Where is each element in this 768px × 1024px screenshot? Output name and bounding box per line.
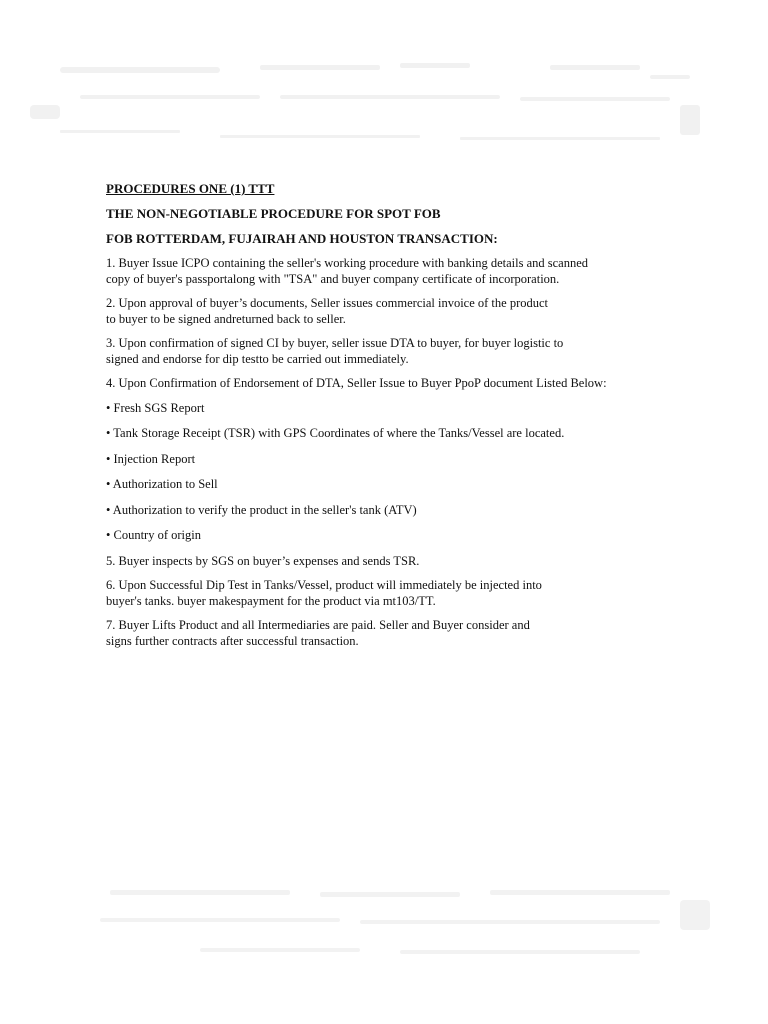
step-line: buyer's tanks. buyer makespayment for the product via mt103/TT. <box>106 593 436 608</box>
transaction-heading: FOB ROTTERDAM, FUJAIRAH AND HOUSTON TRANSACTION: <box>106 231 498 246</box>
step-line: 7. Buyer Lifts Product and all Intermediaries are paid. Seller and Buyer consider and <box>106 618 530 632</box>
bullet-item: • Country of origin <box>106 528 201 542</box>
step-line: 4. Upon Confirmation of Endorsement of DTA, Seller Issue to Buyer PpoP document Listed Below: <box>106 376 607 390</box>
step-line: 1. Buyer Issue ICPO containing the seller's working procedure with banking details and scanned <box>106 256 589 270</box>
step-line: signs further contracts after successful transaction. <box>106 633 359 648</box>
bullet-item: • Tank Storage Receipt (TSR) with GPS Coordinates of where the Tanks/Vessel are located. <box>106 426 565 440</box>
document-body <box>106 181 686 658</box>
step-line: 6. Upon Successful Dip Test in Tanks/Vessel, product will immediately be injected into <box>106 578 542 592</box>
step-3 <box>106 336 686 367</box>
step-7 <box>106 618 686 649</box>
bullet-item: • Authorization to Sell <box>106 477 218 491</box>
step-line: copy of buyer's passportalong with "TSA" and buyer company certificate of incorporation. <box>106 271 560 286</box>
bullet-item: • Injection Report <box>106 451 196 466</box>
faded-footer <box>20 870 748 980</box>
step-line: signed and endorse for dip testto be carried out immediately. <box>106 351 409 366</box>
bullet-item: • Authorization to verify the product in the seller's tank (ATV) <box>106 502 417 517</box>
step-2 <box>106 296 686 327</box>
step-line: 5. Buyer inspects by SGS on buyer’s expenses and sends TSR. <box>106 553 420 568</box>
step-line: 2. Upon approval of buyer’s documents, Seller issues commercial invoice of the product <box>106 296 549 310</box>
step-5 <box>106 554 686 570</box>
step-1 <box>106 256 686 287</box>
procedure-subtitle: THE NON-NEGOTIABLE PROCEDURE FOR SPOT FOB <box>106 206 441 221</box>
step-6 <box>106 578 686 609</box>
bullet-item: • Fresh SGS Report <box>106 400 205 415</box>
step-4 <box>106 376 686 392</box>
step-line: 3. Upon confirmation of signed CI by buyer, seller issue DTA to buyer, for buyer logistic to <box>106 336 564 350</box>
step-line: to buyer to be signed andreturned back to seller. <box>106 311 346 326</box>
faded-letterhead <box>20 45 748 155</box>
procedure-title: PROCEDURES ONE (1) TTT <box>106 181 275 196</box>
